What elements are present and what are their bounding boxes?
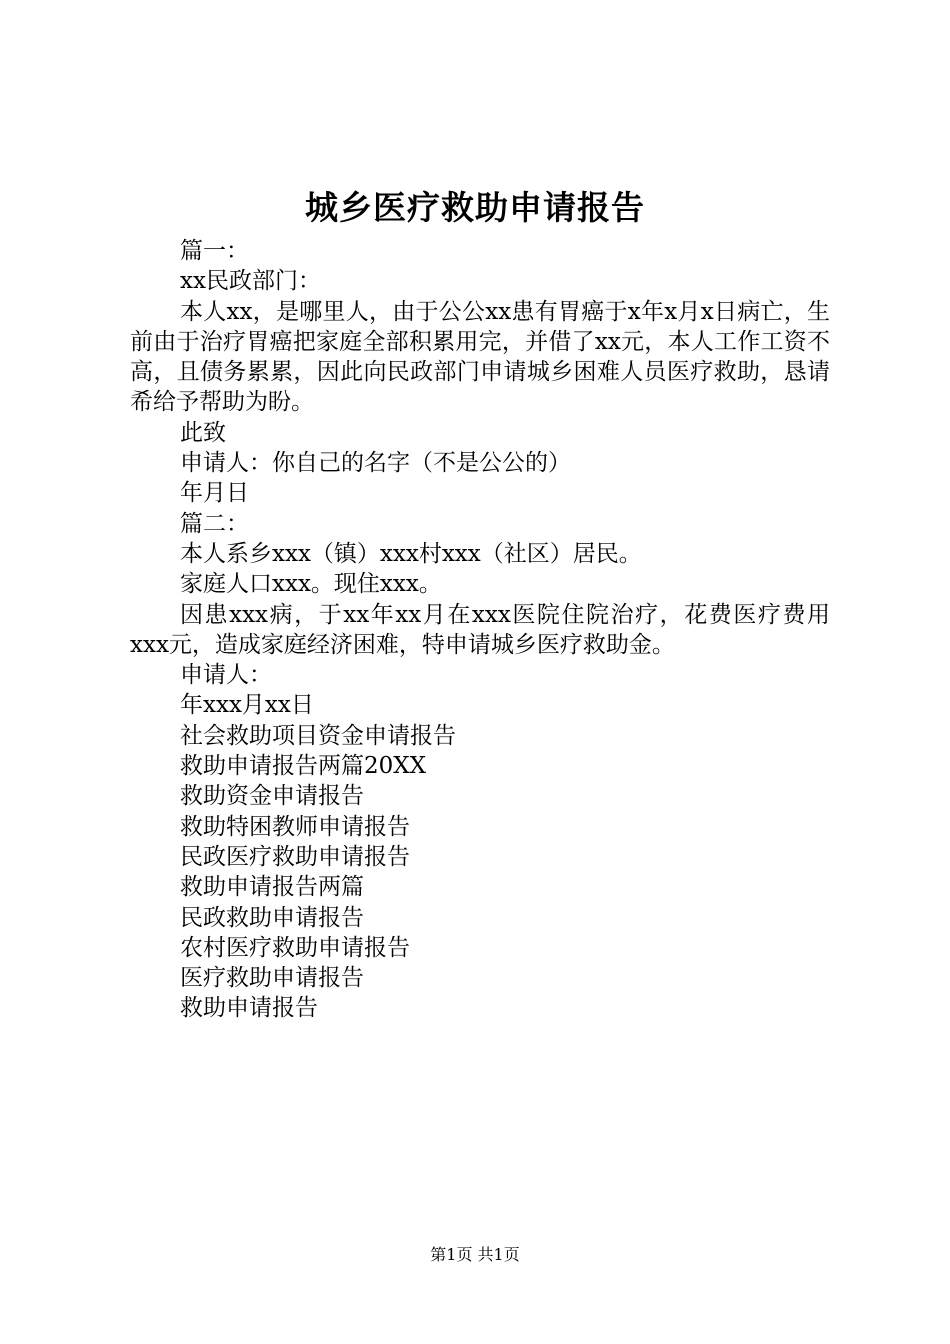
paragraph: 本人系乡xxx（镇）xxx村xxx（社区）居民。	[180, 540, 642, 567]
document-body	[130, 236, 830, 1024]
related-title: 救助申请报告两篇20XX	[180, 753, 427, 780]
paragraph: 篇二：	[180, 510, 249, 537]
paragraph: 申请人：	[180, 662, 272, 689]
paragraph: 申请人：你自己的名字（不是公公的）	[180, 450, 571, 477]
related-title: 民政医疗救助申请报告	[180, 843, 410, 870]
related-title: 救助资金申请报告	[180, 783, 364, 810]
related-title: 医疗救助申请报告	[180, 965, 364, 992]
related-title: 民政救助申请报告	[180, 904, 364, 931]
paragraph: 本人xx，是哪里人，由于公公xx患有胃癌于x年x月x日病亡，生前由于治疗胃癌把家庭全部积累用完，并借了xx元，本人工作工资不高，且债务累累，因此向民政部门申请城乡困难人员医疗救助，恳请希给予帮助为盼。	[130, 298, 830, 416]
page-footer: 第1页 共1页	[430, 1245, 520, 1264]
paragraph: 此致	[180, 419, 226, 446]
paragraph: xx民政部门：	[180, 268, 321, 295]
related-title: 救助特困教师申请报告	[180, 813, 410, 840]
paragraph: 家庭人口xxx。现住xxx。	[180, 571, 442, 598]
related-title: 农村医疗救助申请报告	[180, 934, 410, 961]
document-title: 城乡医疗救助申请报告	[305, 188, 645, 227]
related-title: 社会救助项目资金申请报告	[180, 722, 456, 749]
related-title: 救助申请报告两篇	[180, 874, 364, 901]
paragraph: 篇一：	[180, 238, 249, 264]
paragraph: 年xxx月xx日	[180, 692, 314, 719]
paragraph: 年月日	[180, 480, 249, 507]
related-title: 救助申请报告	[180, 995, 318, 1022]
paragraph: 因患xxx病，于xx年xx月在xxx医院住院治疗，花费医疗费用xxx元，造成家庭经济困难，特申请城乡医疗救助金。	[130, 601, 830, 658]
